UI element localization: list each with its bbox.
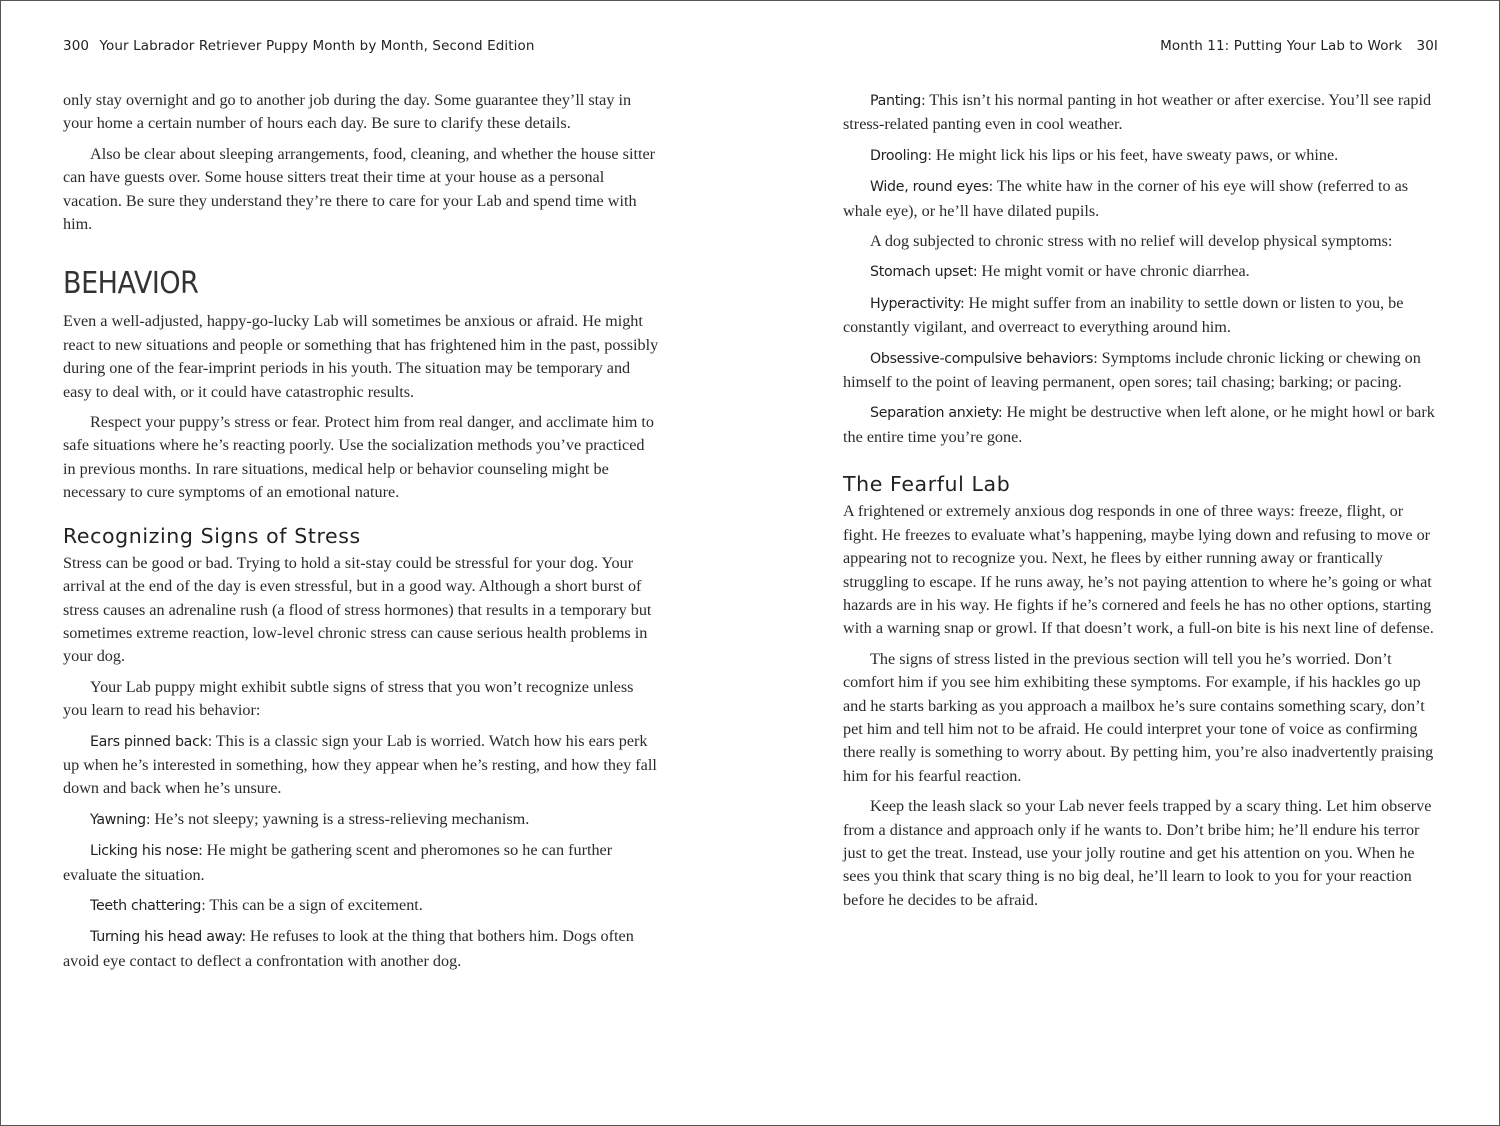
paragraph: Also be clear about sleeping arrangements, food, cleaning, and whether the house sitter can have guests over. Some house sitters treat their time at your house as a personal vacation. Be sure they understand they’re there to care for your Lab and spend time with him. [63, 144, 656, 234]
right-running-head [1160, 38, 1438, 54]
sign-term: Drooling: [870, 147, 932, 164]
sign-item [843, 89, 1439, 137]
sign-term: Licking his nose: [90, 843, 203, 860]
right-page-number: 30I [1416, 38, 1438, 54]
sign-text: The white haw in the corner of his eye will show (referred to as whale eye), or he’ll have dilated pupils. [843, 177, 1409, 220]
section-heading: BEHAVIOR [63, 266, 199, 302]
sign-term: Yawning: [90, 811, 151, 828]
sign-term: Panting: [870, 93, 926, 109]
symptom-item [843, 292, 1439, 340]
symptom-text: He might vomit or have chronic diarrhea. [977, 262, 1250, 281]
sign-text: He refuses to look at the thing that bothers him. Dogs often avoid eye contact to deflect a confrontation with another dog. [63, 927, 634, 970]
sign-term: Turning his head away: [90, 929, 246, 946]
sign-term: Teeth chattering: [90, 897, 206, 914]
sign-item [63, 808, 659, 832]
paragraph: only stay overnight and go to another job during the day. Some guarantee they’ll stay in your home a certain number of hours each day. Be sure to clarify these details. [63, 91, 632, 133]
sign-text: This is a classic sign your Lab is worried. Watch how his ears perk up when he’s interested in something, how they appear when he’s resting, and how they fall down and back when he’s unsure. [63, 731, 657, 798]
paragraph: A dog subjected to chronic stress with no relief will develop physical symptoms: [870, 232, 1393, 251]
sign-text: This isn’t his normal panting in hot weather or after exercise. You’ll see rapid stress-related panting even in cool weather. [843, 91, 1432, 134]
paragraph: Stress can be good or bad. Trying to hold a sit-stay could be stressful for your dog. Your arrival at the end of the day is even stressful, but in a good way. Although a short burst of stress causes an adrenaline rush (a flood of stress hormones) that results in a temporary but sometimes extreme reaction, low-level chronic stress can cause serious health problems in your dog. [63, 553, 652, 666]
paragraph: A frightened or extremely anxious dog responds in one of three ways: freeze, flight, or fight. He freezes to evaluate what’s happening, maybe lying down and refusing to move or appearing not to recognize you. Next, he flees by either running away or frantically struggling to escape. If he runs away, he’s not paying attention to where he’s going or what hazards are in his way. He fights if he’s cornered and feels he has no other options, starting with a warning snap or growl. If that doesn’t work, a full-on bite is his next line of defense. [843, 502, 1434, 638]
sign-text: He might lick his lips or his feet, have sweaty paws, or whine. [931, 145, 1339, 164]
symptom-term: Stomach upset: [870, 264, 978, 281]
paragraph: The signs of stress listed in the previous section will tell you he’s worried. Don’t comfort him if you see him exhibiting these symptoms. For example, if his hackles go up and he starts barking as you approach a mailbox he’s sure contains something scary, don’t pet him and tell him not to be afraid. He could interpret your tone of voice as confirming there really is something to worry about. By petting him, you’re also inadvertently praising him for his fearful reaction. [843, 649, 1434, 785]
paragraph: Your Lab puppy might exhibit subtle signs of stress that you won’t recognize unless you learn to read his behavior: [63, 677, 634, 720]
left-running-head [63, 38, 534, 54]
sign-text: This can be a sign of excitement. [205, 895, 423, 914]
sign-term: Wide, round eyes: [870, 179, 994, 196]
paragraph: Respect your puppy’s stress or fear. Protect him from real danger, and acclimate him to safe situations where he’s reacting poorly. Use the socialization methods you’ve practiced in previous months. In rare situations, medical help or behavior counseling might be necessary to cure symptoms of an emotional nature. [63, 413, 654, 502]
sign-term: Ears pinned back: [90, 733, 212, 750]
subsection-heading: Recognizing Signs of Stress [63, 523, 361, 548]
right-page [843, 89, 1439, 919]
paragraph: Even a well-adjusted, happy-go-lucky Lab will sometimes be anxious or afraid. He might react to new situations and people or something that has frightened him in the past, possibly during one of the fear-imprint periods in his youth. The situation may be temporary and easy to deal with, or it could have catastrophic results. [63, 312, 659, 401]
sign-text: He might be gathering scent and pheromones so he can further evaluate the situation. [63, 841, 613, 884]
chapter-title: Month 11: Putting Your Lab to Work [1160, 38, 1403, 54]
symptom-term: Separation anxiety: [870, 405, 1003, 422]
symptom-item [843, 260, 1439, 284]
symptom-item [843, 347, 1439, 395]
symptom-item [843, 401, 1439, 449]
symptom-term: Obsessive-compulsive behaviors: [870, 350, 1098, 367]
book-title: Your Labrador Retriever Puppy Month by Month, Second Edition [99, 38, 535, 54]
subsection-heading: The Fearful Lab [843, 472, 1011, 497]
symptom-term: Hyperactivity: [870, 295, 965, 312]
symptom-text: He might be destructive when left alone, or he might howl or bark the entire time you’re gone. [843, 403, 1435, 446]
sign-item [843, 175, 1439, 223]
sign-text: He’s not sleepy; yawning is a stress-relieving mechanism. [150, 809, 530, 828]
symptom-text: Symptoms include chronic licking or chewing on himself to the point of leaving permanent, open sores; tail chasing; barking; or pacing. [843, 348, 1421, 392]
left-page-number: 300 [63, 38, 90, 54]
sign-item [63, 730, 659, 801]
sign-item [63, 839, 659, 887]
paragraph: Keep the leash slack so your Lab never feels trapped by a scary thing. Let him observe from a distance and approach only if he wants to. Don’t bribe him; he’ll endure his terror just to get the treat. Instead, use your jolly routine and get his attention on you. When he sees you think that scary thing is no big deal, he’ll learn to look to you for your reaction before he decides to be afraid. [843, 797, 1432, 909]
sign-item [63, 925, 659, 973]
symptom-text: He might suffer from an inability to settle down or listen to you, be constantly vigilant, and overreact to everything around him. [843, 293, 1404, 337]
sign-item [843, 144, 1439, 168]
left-page [63, 89, 659, 980]
sign-item [63, 894, 659, 918]
